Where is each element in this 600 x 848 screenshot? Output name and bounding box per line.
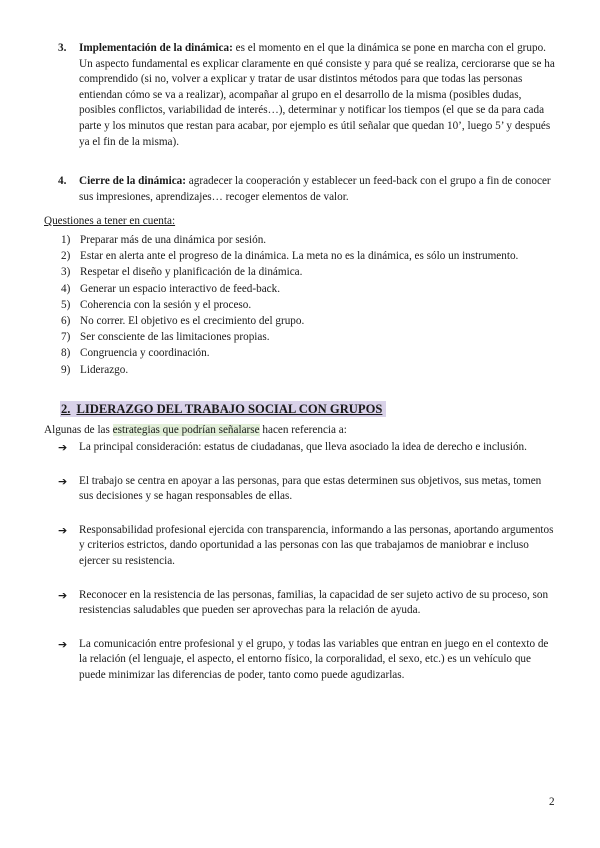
- item-title: Cierre de la dinámica:: [79, 175, 186, 187]
- item-text: agradecer la cooperación y establecer un feed-back con el grupo a fin de conocer sus impresiones, aprendizajes… recoger elementos de valor.: [79, 175, 551, 203]
- list-number: 1): [61, 234, 71, 246]
- strategies-list: [58, 440, 558, 702]
- list-text: Respetar el diseño y planificación de la dinámica.: [80, 266, 303, 279]
- item-title: Implementación de la dinámica:: [79, 42, 233, 54]
- list-number: 5): [61, 298, 71, 311]
- list-item: [58, 313, 548, 329]
- bullet-text: Responsabilidad profesional ejercida con transparencia, informando a las personas, aportando argumentos y criterios estrictos, dando oportunidad a las personas con las que trabajamos de maniobrar e incluso ejercer su resistencia.: [79, 523, 554, 567]
- list-number: 2): [61, 250, 71, 263]
- bullet-item: [58, 440, 558, 456]
- list-number: 9): [61, 363, 71, 376]
- section-heading: [60, 402, 386, 417]
- questions-list: [58, 232, 548, 378]
- item-number: 4.: [58, 175, 67, 187]
- list-number: 8): [61, 347, 71, 360]
- bullet-item: [58, 523, 558, 570]
- arrow-right-icon: ➔: [58, 588, 68, 602]
- list-item: [58, 264, 548, 280]
- list-item: [58, 329, 548, 345]
- list-item: [58, 232, 548, 248]
- list-text: Generar un espacio interactivo de feed-back.: [80, 282, 281, 295]
- list-text: Liderazgo.: [80, 363, 129, 376]
- section-number: 2.: [61, 402, 71, 416]
- item-body: [79, 41, 558, 150]
- section-title: LIDERAZGO DEL TRABAJO SOCIAL CON GRUPOS: [76, 402, 383, 416]
- list-item-cierre: [58, 174, 558, 205]
- bullet-item: [58, 637, 558, 684]
- list-item: [58, 281, 548, 297]
- list-item: [58, 345, 548, 361]
- list-number: 4): [61, 282, 71, 295]
- intro-text-before: Algunas de las: [44, 424, 113, 436]
- arrow-right-icon: ➔: [58, 523, 68, 537]
- arrow-right-icon: ➔: [58, 474, 68, 488]
- list-number: 3): [61, 266, 71, 279]
- intro-text-after: hacen referencia a:: [259, 424, 347, 436]
- item-body: [79, 174, 558, 205]
- intro-paragraph: [44, 424, 347, 436]
- list-number: 7): [61, 331, 71, 344]
- item-number: 3.: [58, 42, 67, 54]
- page-number: 2: [549, 796, 555, 808]
- questions-heading: Questiones a tener en cuenta:: [44, 215, 176, 227]
- list-item-implementacion: [58, 41, 558, 150]
- arrow-right-icon: ➔: [58, 441, 68, 454]
- arrow-right-icon: ➔: [58, 637, 68, 651]
- list-text: Preparar más de una dinámica por sesión.: [80, 234, 267, 246]
- list-number: 6): [61, 315, 71, 328]
- list-text: Ser consciente de las limitaciones propias.: [80, 331, 270, 344]
- item-text: es el momento en el que la dinámica se pone en marcha con el grupo. Un aspecto fundamental es explicar claramente en qué consiste y para qué se realiza, cerciorarse que se ha comprendido (si no, volver a explicar y tratar de usar distintos métodos para que todas las personas entiendan cómo se va a realizar), acompañar al grupo en el desarrollo de la misma (posibles dudas, posibles conflictos, variabilidad de interés…), determinar y notificar los tiempos (el que se da para cada parte y los minutos que restan para acabar, por ejemplo es útil señalar que quedan 10’, luego 5’ y después ya el fin de la misma).: [79, 42, 555, 148]
- list-item: [58, 248, 548, 264]
- bullet-text: La principal consideración: estatus de ciudadanas, que lleva asociado la idea de derecho e inclusión.: [79, 441, 527, 453]
- intro-highlight: estrategias que podrían señalarse: [112, 424, 260, 436]
- bullet-text: Reconocer en la resistencia de las personas, familias, la capacidad de ser sujeto activo de su proceso, son resistencias saludables que pueden ser aprovechas para la relación de ayuda.: [79, 588, 549, 617]
- bullet-item: [58, 588, 558, 619]
- bullet-text: El trabajo se centra en apoyar a las personas, para que estas determinen sus objetivos, sus metas, tomen sus decisiones y se hagan responsables de ellas.: [79, 474, 542, 503]
- list-item: [58, 297, 548, 313]
- bullet-text: La comunicación entre profesional y el grupo, y todas las variables que entran en juego en el contexto de la relación (el lenguaje, el aspecto, el entorno físico, la corporalidad, el sexo, etc.) es un vehículo que puede minimizar las diferencias de poder, tanto como puede agudizarlas.: [79, 637, 549, 681]
- list-text: Coherencia con la sesión y el proceso.: [80, 298, 252, 311]
- list-text: Congruencia y coordinación.: [80, 347, 210, 360]
- list-text: Estar en alerta ante el progreso de la dinámica. La meta no es la dinámica, es sólo un instrumento.: [80, 250, 519, 263]
- bullet-item: [58, 474, 558, 505]
- list-item: [58, 362, 548, 378]
- list-text: No correr. El objetivo es el crecimiento del grupo.: [80, 315, 305, 328]
